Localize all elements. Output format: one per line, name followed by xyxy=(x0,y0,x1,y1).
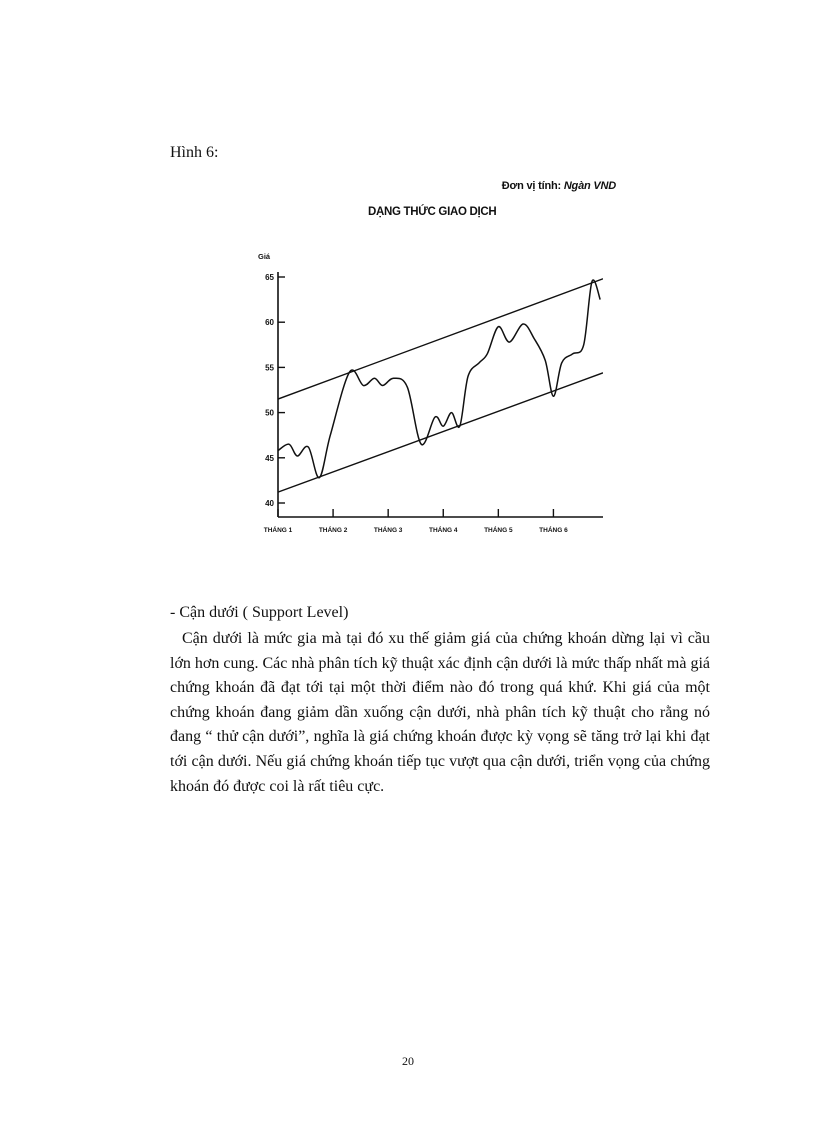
y-tick-label: 65 xyxy=(265,273,274,282)
y-tick-label: 60 xyxy=(265,318,274,328)
x-tick-label: THÁNG 4 xyxy=(428,527,458,534)
body-paragraph: Cận dưới là mức gia mà tại đó xu thế giảm giá của chứng khoán dừng lại vì cầu lớn hơn cung. Các nhà phân tích kỹ thuật xác định cận dưới là mức thấp nhất mà giá chứng khoán đã đạt tới tại một thời điểm nào đó trong quá khứ. Khi giá của một chứng khoán đang giảm dần xuống cận dưới, nhà phân tích kỹ thuật cho rằng nó đang “ thử cận dưới”, nghĩa là giá chứng khoán được kỳ vọng sẽ tăng trở lại khi đạt tới cận dưới. Nếu giá chứng khoán tiếp tục vượt qua cận dưới, triển vọng của chứng khoán đó được coi là rất tiêu cực. xyxy=(170,630,710,795)
figure-label: Hình 6: xyxy=(170,144,219,161)
x-tick-label: THÁNG 3 xyxy=(373,527,403,534)
x-tick-label: THÁNG 5 xyxy=(484,527,513,534)
x-tick-label: THÁNG 2 xyxy=(318,527,348,534)
y-tick-label: 50 xyxy=(265,408,274,418)
chart-title: DẠNG THỨC GIAO DỊCH xyxy=(368,206,497,218)
x-tick-label: THÁNG 1 xyxy=(263,527,293,534)
section-heading: - Cận dưới ( Support Level) xyxy=(170,604,349,621)
y-tick-label: 45 xyxy=(265,453,274,463)
upper-channel-line xyxy=(278,279,603,399)
price-chart xyxy=(0,0,816,560)
body-text xyxy=(170,627,710,799)
x-tick-label: THÁNG 6 xyxy=(539,527,568,534)
y-tick-label: 40 xyxy=(265,499,274,508)
unit-note-label: Đơn vị tính: xyxy=(501,180,561,192)
y-axis-label: Giá xyxy=(258,252,271,261)
page-number: 20 xyxy=(402,1054,414,1068)
lower-channel-line xyxy=(278,373,603,492)
price-series-line xyxy=(278,280,600,478)
unit-note-value: Ngàn VND xyxy=(563,180,616,192)
y-tick-label: 55 xyxy=(265,363,274,373)
